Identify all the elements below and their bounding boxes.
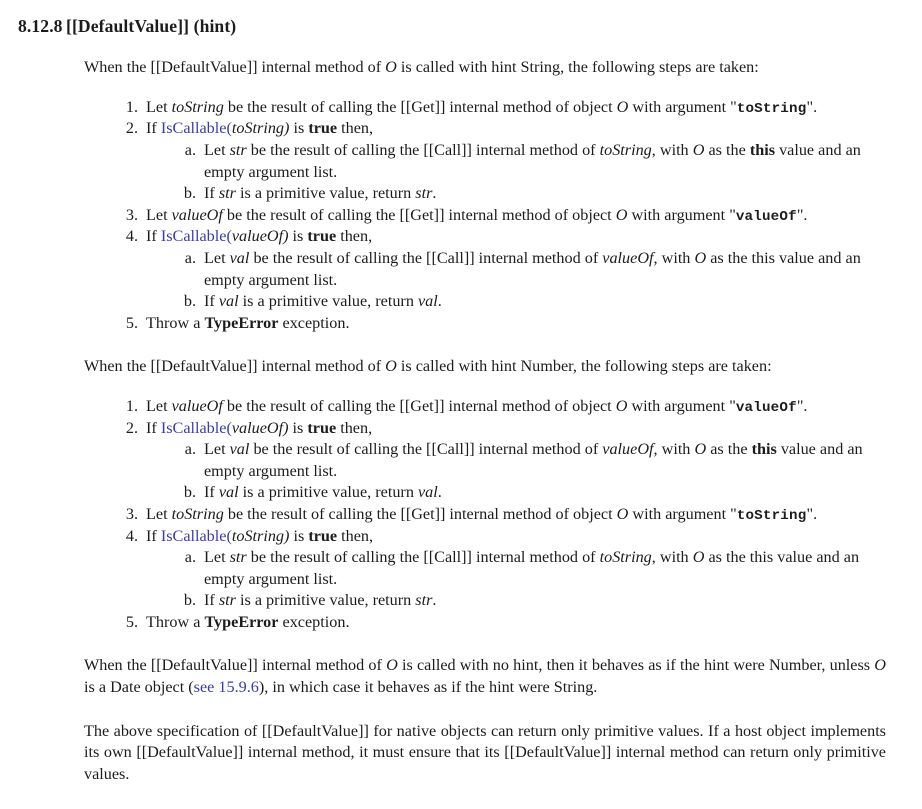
paragraph-object: O: [386, 656, 398, 675]
step-variable: toString: [171, 504, 224, 523]
number-algorithm-steps: [108, 396, 886, 634]
step-text: If: [146, 119, 161, 138]
step-text: with argument: [628, 97, 731, 116]
step-text: .: [803, 205, 808, 224]
substep-variable: val: [417, 483, 438, 502]
step-text: be the result of calling the [[Get]] internal method of object: [222, 396, 616, 415]
substep-string-4a: [176, 248, 886, 291]
step-variable: valueOf: [171, 396, 223, 415]
substep-text: If: [204, 184, 219, 203]
paren-open: (: [226, 119, 232, 138]
substep-text: .: [437, 483, 442, 502]
paren-open: (: [226, 526, 232, 545]
link-iscallable[interactable]: IsCallable: [160, 227, 227, 246]
intro-string-tail: is called with hint String, the following steps are taken:: [396, 58, 759, 76]
substep-string-4b: [176, 291, 886, 313]
substep-text: , with: [653, 249, 695, 268]
keyword-typeerror: TypeError: [204, 313, 279, 332]
step-text: Let: [146, 504, 172, 523]
step-text: If: [146, 418, 161, 437]
substep-object: O: [694, 249, 707, 268]
intro-paragraph-number: [84, 356, 886, 378]
substep-text: , with: [653, 440, 695, 459]
substep-variable: str: [415, 184, 433, 203]
step-text: Throw a: [146, 313, 205, 332]
substep-marker: b.: [183, 591, 196, 610]
step-text: Throw a: [146, 612, 205, 631]
section-heading: [0, 0, 922, 37]
paragraph-text: ), in which case it behaves as if the hint were String.: [258, 677, 598, 696]
open-quote: ": [729, 205, 736, 224]
step-variable: valueOf): [231, 418, 289, 437]
close-quote: ": [796, 396, 804, 415]
paren-open: (: [226, 227, 232, 246]
step-marker: 3.: [125, 205, 138, 224]
open-quote: ": [730, 504, 737, 523]
substep-text: is a primitive value, return: [235, 184, 416, 203]
step-text: then,: [337, 526, 374, 545]
paragraph-text: is a Date object (: [84, 677, 194, 696]
intro-number-object: O: [385, 357, 397, 376]
substep-variable: toString: [599, 140, 652, 159]
number-algorithm-list-wrapper: [108, 396, 886, 634]
open-quote: ": [729, 396, 736, 415]
close-quote: ": [806, 504, 814, 523]
step-marker: 3.: [125, 504, 138, 523]
substep-variable: str: [229, 140, 247, 159]
substep-text: as the: [706, 440, 752, 459]
step-string-2: [108, 118, 886, 204]
substep-text: be the result of calling the [[Call]] internal method of: [249, 440, 603, 459]
substep-variable: valueOf: [602, 249, 654, 268]
step-string-1: [108, 97, 886, 119]
no-hint-paragraph: [84, 655, 886, 698]
substep-variable: val: [218, 483, 239, 502]
step-marker: 5.: [125, 612, 138, 631]
substep-text: as the this value and an empty argument list.: [204, 548, 860, 588]
step-text: Let: [146, 205, 172, 224]
substep-text: If: [204, 483, 219, 502]
keyword-this: this: [749, 140, 776, 159]
substep-marker: a.: [184, 548, 196, 567]
substep-marker: a.: [184, 249, 196, 268]
step-number-5: [108, 612, 886, 634]
substep-variable: str: [415, 591, 433, 610]
substep-text: be the result of calling the [[Call]] internal method of: [249, 249, 603, 268]
open-quote: ": [730, 97, 737, 116]
substep-text: Let: [204, 140, 230, 159]
step-text: If: [146, 227, 161, 246]
substep-string-2a: [176, 140, 886, 183]
intro-paragraph-string: [84, 57, 886, 79]
substep-marker: b.: [183, 184, 196, 203]
substep-variable: str: [218, 184, 236, 203]
step-text: is: [289, 119, 309, 138]
substep-text: .: [437, 292, 442, 311]
number-algorithm-substeps-2: [146, 439, 886, 504]
string-literal: valueOf: [735, 399, 797, 416]
step-string-3: [108, 205, 886, 227]
step-variable: valueOf): [231, 227, 289, 246]
substep-text: be the result of calling the [[Call]] internal method of: [246, 140, 600, 159]
step-text: If: [146, 526, 161, 545]
substep-variable: toString: [599, 548, 652, 567]
link-iscallable[interactable]: IsCallable: [160, 418, 227, 437]
substep-variable: val: [229, 249, 250, 268]
step-object: O: [615, 396, 628, 415]
step-variable: valueOf: [171, 205, 223, 224]
string-algorithm-substeps-2: [146, 140, 886, 205]
step-text: is: [288, 418, 308, 437]
substep-text: value and an empty argument list.: [204, 140, 861, 181]
substep-text: If: [204, 292, 219, 311]
substep-number-2b: [176, 482, 886, 504]
string-algorithm-substeps-4: [146, 248, 886, 313]
step-marker: 4.: [125, 526, 138, 545]
paragraph-text: is called with no hint, then it behaves as if the hint were Number, unless: [397, 656, 875, 675]
substep-text: Let: [204, 548, 230, 567]
intro-string-lead: When the [[DefaultValue]] internal method of: [84, 58, 386, 76]
paragraph-object: O: [874, 656, 886, 675]
substep-number-4a: [176, 547, 886, 590]
substep-marker: b.: [183, 483, 196, 502]
substep-text: is a primitive value, return: [235, 591, 416, 610]
link-iscallable[interactable]: IsCallable: [160, 119, 227, 138]
step-text: Let: [146, 396, 172, 415]
step-marker: 2.: [125, 418, 138, 437]
step-text: .: [813, 97, 818, 116]
substep-object: O: [692, 548, 705, 567]
substep-text: as the this value and an empty argument list.: [204, 249, 861, 289]
substep-variable: str: [229, 548, 247, 567]
string-algorithm-list-wrapper: [108, 97, 886, 335]
substep-text: Let: [204, 249, 230, 268]
substep-text: be the result of calling the [[Call]] internal method of: [246, 548, 600, 567]
substep-number-4b: [176, 590, 886, 612]
step-number-4: [108, 526, 886, 612]
keyword-true: true: [308, 526, 338, 545]
section-number: 8.12.8: [18, 16, 63, 36]
keyword-true: true: [307, 227, 337, 246]
step-object: O: [616, 97, 629, 116]
string-algorithm-steps: [108, 97, 886, 335]
substep-text: is a primitive value, return: [238, 483, 418, 502]
substep-variable: val: [417, 292, 438, 311]
step-marker: 2.: [125, 119, 138, 138]
step-object: O: [615, 205, 628, 224]
string-literal: valueOf: [735, 208, 797, 225]
substep-text: as the: [704, 140, 750, 159]
keyword-true: true: [307, 418, 337, 437]
keyword-true: true: [308, 119, 338, 138]
substep-object: O: [692, 140, 705, 159]
step-text: be the result of calling the [[Get]] internal method of object: [223, 97, 617, 116]
step-text: then,: [336, 418, 373, 437]
substep-marker: a.: [184, 440, 196, 459]
substep-text: .: [432, 591, 437, 610]
link-see-15-9-6[interactable]: see 15.9.6: [193, 677, 259, 696]
paragraph-text: When the [[DefaultValue]] internal method of: [84, 656, 387, 675]
paren-open: (: [226, 418, 232, 437]
close-quote: ": [796, 205, 804, 224]
keyword-typeerror: TypeError: [204, 612, 279, 631]
step-variable: toString: [171, 97, 224, 116]
step-string-4: [108, 226, 886, 312]
step-text: then,: [337, 119, 374, 138]
close-quote: ": [806, 97, 814, 116]
section-body: [84, 57, 886, 785]
substep-text: If: [204, 591, 219, 610]
substep-marker: a.: [184, 140, 196, 159]
string-literal: toString: [736, 100, 807, 117]
substep-text: value and an empty argument list.: [204, 440, 863, 480]
substep-marker: b.: [183, 292, 196, 311]
intro-number-tail: is called with hint Number, the following steps are taken:: [396, 357, 772, 376]
substep-text: , with: [651, 140, 693, 159]
intro-number-lead: When the [[DefaultValue]] internal method of: [84, 357, 386, 376]
step-text: be the result of calling the [[Get]] internal method of object: [222, 205, 616, 224]
step-text: be the result of calling the [[Get]] internal method of object: [223, 504, 617, 523]
substep-text: , with: [651, 548, 693, 567]
step-text: then,: [336, 227, 373, 246]
step-marker: 1.: [125, 396, 138, 415]
step-variable: toString): [231, 526, 290, 545]
step-text: exception.: [278, 612, 350, 631]
native-objects-paragraph: The above specification of [[DefaultValue]] for native objects can return only primitive values. If a host object implements its own [[DefaultValue]] internal method, it must ensure that its [[DefaultValue]] internal method can return only primitive values.: [84, 721, 886, 783]
substep-variable: val: [229, 440, 250, 459]
section-title: [[DefaultValue]] (hint): [66, 16, 237, 36]
substep-variable: str: [218, 591, 236, 610]
string-literal: toString: [736, 507, 807, 524]
step-variable: toString): [231, 119, 290, 138]
step-marker: 4.: [125, 227, 138, 246]
intro-string-object: O: [385, 58, 397, 76]
step-number-2: [108, 418, 886, 504]
step-object: O: [616, 504, 629, 523]
step-marker: 5.: [125, 313, 138, 332]
step-text: is: [289, 526, 309, 545]
step-string-5: [108, 313, 886, 335]
substep-number-2a: [176, 439, 886, 482]
step-text: exception.: [278, 313, 350, 332]
step-text: is: [288, 227, 308, 246]
number-algorithm-substeps-4: [146, 547, 886, 612]
step-text: with argument: [627, 205, 730, 224]
step-text: with argument: [628, 504, 731, 523]
step-marker: 1.: [125, 97, 138, 116]
step-text: Let: [146, 97, 172, 116]
substep-variable: valueOf: [602, 440, 654, 459]
substep-text: is a primitive value, return: [238, 292, 418, 311]
substep-variable: val: [218, 292, 239, 311]
step-text: .: [803, 396, 808, 415]
step-number-1: [108, 396, 886, 418]
substep-object: O: [694, 440, 707, 459]
keyword-this: this: [751, 440, 777, 459]
step-number-3: [108, 504, 886, 526]
step-text: .: [813, 504, 818, 523]
substep-string-2b: [176, 183, 886, 205]
step-text: with argument: [627, 396, 730, 415]
substep-text: Let: [204, 440, 230, 459]
substep-text: .: [432, 184, 437, 203]
link-iscallable[interactable]: IsCallable: [160, 526, 227, 545]
